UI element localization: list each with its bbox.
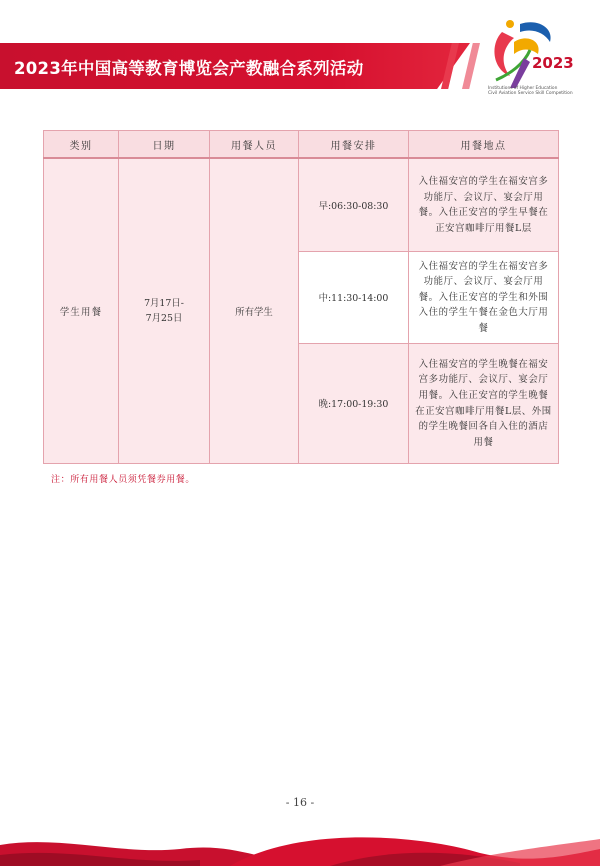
logo-subtitle-line2: Civil Aviation Service Skill Competition (488, 91, 573, 96)
header-date: 日期 (119, 131, 210, 159)
table-row (44, 158, 559, 251)
page-number: - 16 - (285, 796, 315, 809)
header-people: 用餐人员 (210, 131, 299, 159)
schedule-cell: 中:11:30-14:00 (299, 251, 409, 343)
date-cell (119, 158, 210, 463)
logo-subtitle (488, 86, 598, 96)
logo-year: 2023 (532, 54, 574, 72)
place-cell: 入住福安宫的学生在福安宫多功能厅、会议厅、宴会厅用餐。入住正安宫的学生早餐在正安宫咖啡厅用餐L层 (409, 158, 559, 251)
date-line-end: 7月25日 (145, 312, 183, 324)
table-note: 注：所有用餐人员须凭餐券用餐。 (51, 475, 196, 485)
place-cell: 入住福安宫的学生在福安宫多功能厅、会议厅、宴会厅用餐。入住正安宫的学生和外围入住的学生午餐在金色大厅用餐 (409, 251, 559, 343)
header-category: 类别 (44, 131, 119, 159)
date-line-start: 7月17日- (144, 297, 184, 309)
place-cell: 入住福安宫的学生晚餐在福安宫多功能厅、会议厅、宴会厅用餐。入住正安宫的学生晚餐在正安宫咖啡厅用餐L层、外围的学生晚餐回各自入住的酒店用餐 (409, 343, 559, 463)
page-header-title: 2023年中国高等教育博览会产教融合系列活动 (14, 59, 364, 78)
schedule-cell: 晚:17:00-19:30 (299, 343, 409, 463)
header-place: 用餐地点 (409, 131, 559, 159)
schedule-cell: 早:06:30-08:30 (299, 158, 409, 251)
decorative-ribbon-icon (0, 805, 600, 866)
people-cell: 所有学生 (210, 158, 299, 463)
meal-schedule-table (43, 130, 559, 464)
logo-subtitle-line1: Institutions of Higher Education (488, 86, 558, 91)
category-cell: 学生用餐 (44, 158, 119, 463)
header-schedule: 用餐安排 (299, 131, 409, 159)
table-header-row (44, 131, 559, 159)
